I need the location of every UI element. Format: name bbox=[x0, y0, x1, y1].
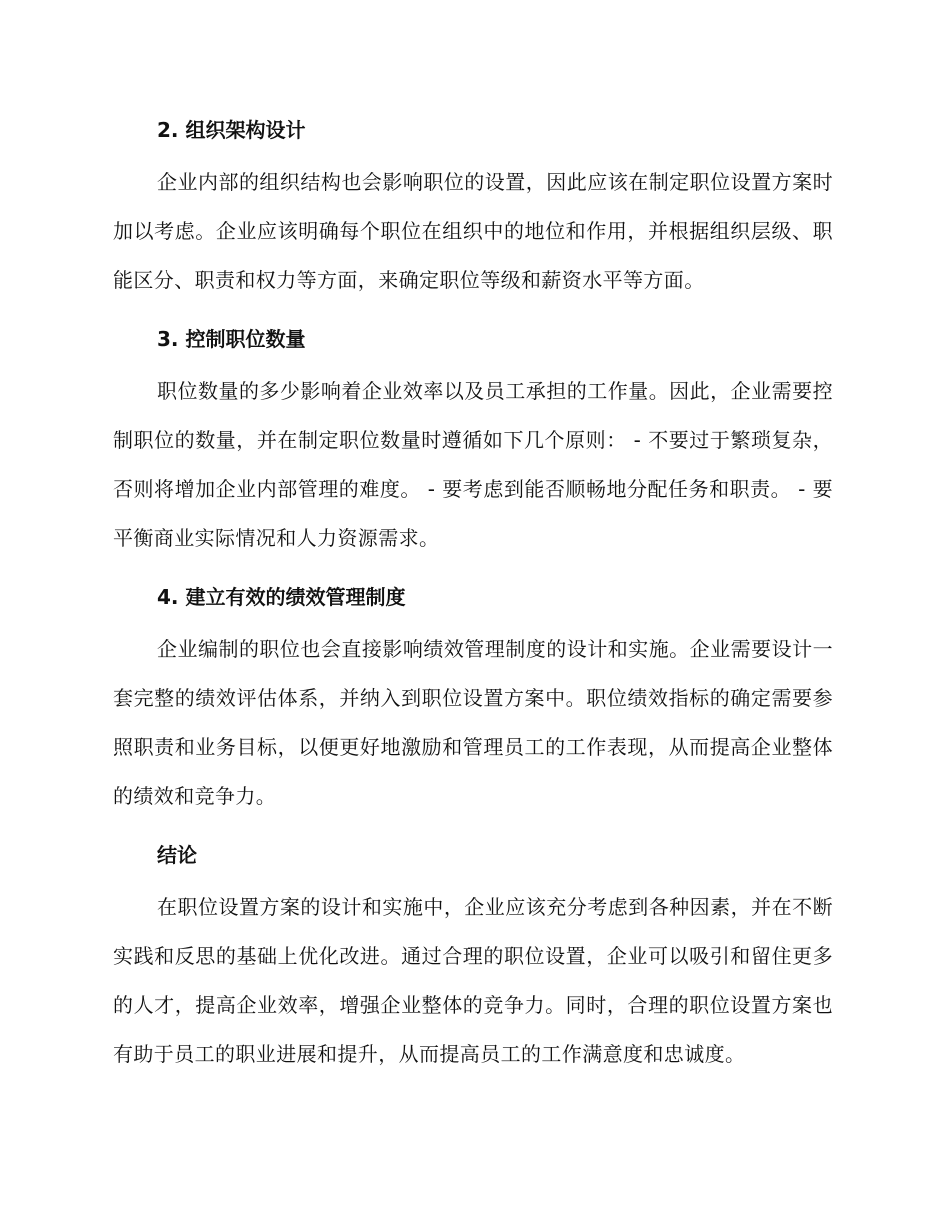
section-heading: 2. 组织架构设计 bbox=[157, 118, 306, 142]
section-org-structure bbox=[113, 108, 833, 305]
section-control-positions bbox=[113, 317, 833, 563]
section-conclusion bbox=[113, 833, 833, 1079]
section-paragraph: 在职位设置方案的设计和实施中，企业应该充分考虑到各种因素，并在不断实践和反思的基础上优化改进。通过合理的职位设置，企业可以吸引和留住更多的人才，提高企业效率，增强企业整体的竞争力。同时，合理的职位设置方案也有助于员工的职业进展和提升，从而提高员工的工作满意度和忠诚度。 bbox=[113, 895, 833, 1066]
section-heading: 4. 建立有效的绩效管理制度 bbox=[157, 585, 406, 609]
section-performance-management bbox=[113, 575, 833, 821]
section-paragraph: 企业内部的组织结构也会影响职位的设置，因此应该在制定职位设置方案时加以考虑。企业应该明确每个职位在组织中的地位和作用，并根据组织层级、职能区分、职责和权力等方面，来确定职位等级和薪资水平等方面。 bbox=[113, 170, 833, 292]
section-paragraph: 企业编制的职位也会直接影响绩效管理制度的设计和实施。企业需要设计一套完整的绩效评估体系，并纳入到职位设置方案中。职位绩效指标的确定需要参照职责和业务目标，以便更好地激励和管理员工的工作表现，从而提高企业整体的绩效和竞争力。 bbox=[113, 637, 833, 808]
document-body bbox=[113, 108, 833, 1091]
section-heading: 3. 控制职位数量 bbox=[157, 327, 306, 351]
section-heading: 结论 bbox=[157, 843, 197, 867]
section-paragraph: 职位数量的多少影响着企业效率以及员工承担的工作量。因此，企业需要控制职位的数量，并在制定职位数量时遵循如下几个原则： - 不要过于繁琐复杂，否则将增加企业内部管理的难度。 - 要考虑到能否顺畅地分配任务和职责。 - 要平衡商业实际情况和人力资源需求。 bbox=[113, 379, 833, 550]
